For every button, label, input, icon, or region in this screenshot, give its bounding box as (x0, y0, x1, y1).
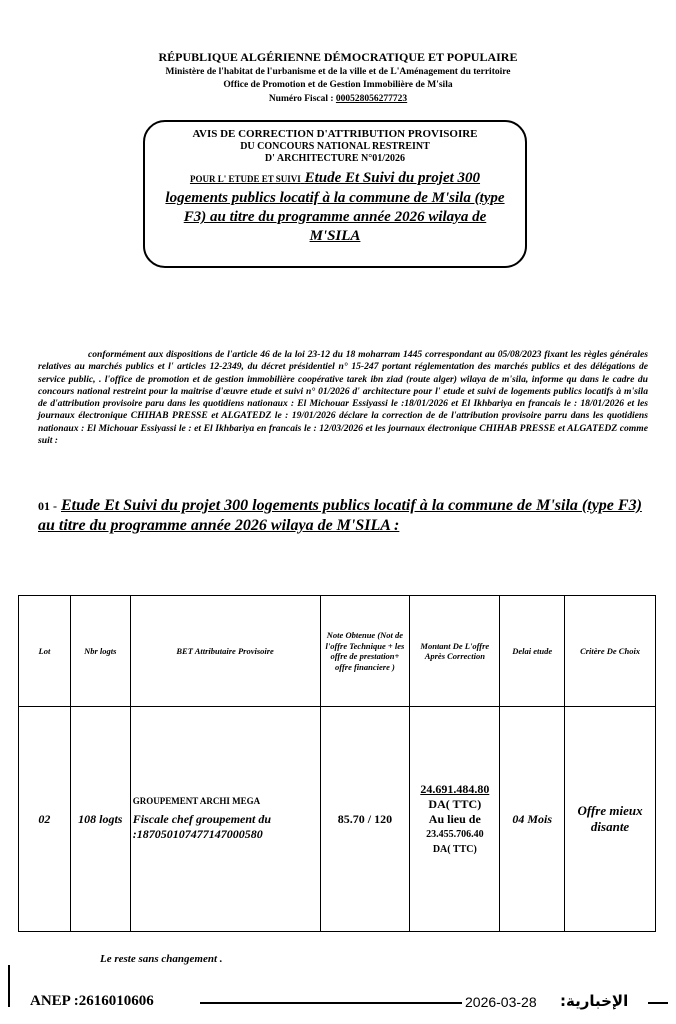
fiscal-number: 000528056277723 (335, 94, 408, 104)
project-text: Etude Et Suivi du projet 300 logements publics locatif à la commune de M'sila (type F3) au titre du programme année 2026 wilaya de M'SILA : (38, 497, 642, 534)
header-amount: Montant De L'offre Après Correction (410, 596, 500, 707)
notice-prefix: POUR L' ETUDE ET SUIVI (189, 174, 301, 184)
publication-date: 2026-03-28 (465, 994, 537, 1010)
amount-unit: DA( TTC) (428, 796, 482, 811)
fiscal-line (0, 94, 676, 104)
table-row (19, 707, 656, 932)
project-number: 01 - (38, 499, 57, 513)
amount-value: 24.691.484.80 (420, 781, 490, 796)
old-unit: DA( TTC) (432, 843, 477, 855)
notice-title: AVIS DE CORRECTION D'ATTRIBUTION PROVISOIRE (192, 128, 478, 140)
footer-rule (200, 1002, 462, 1004)
header-criteria: Critère De Choix (565, 596, 656, 707)
header-bet: BET Attributaire Provisoire (130, 596, 320, 707)
body-paragraph (38, 349, 648, 447)
newspaper-name: الإخبارية: (560, 992, 629, 1010)
header-note: Note Obtenue (Not de l'offre Technique + les offre de prestation+ offre financiere ) (320, 596, 410, 707)
header-nbr: Nbr logts (70, 596, 130, 707)
fiscal-label: Numéro Fiscal : (268, 94, 334, 104)
cell-note: 85.70 / 120 (320, 707, 410, 932)
footer-rule-right (648, 1002, 668, 1004)
anep-reference: ANEP :2616010606 (30, 993, 154, 1009)
header-lot: Lot (19, 596, 71, 707)
ministry-line: Ministère de l'habitat de l'urbanisme et de la ville et de L'Aménagement du territoire (165, 67, 511, 77)
cell-criteria: Offre mieux disante (565, 707, 656, 932)
notice-title-box (143, 120, 527, 268)
cell-lot: 02 (19, 707, 71, 932)
instead-label: Au lieu de (428, 811, 481, 826)
footer-left-rule (8, 965, 10, 1007)
project-line (38, 496, 648, 536)
notice-subtitle-1: DU CONCOURS NATIONAL RESTREINT (240, 141, 430, 152)
cell-nbr: 108 logts (70, 707, 130, 932)
table-header-row (19, 596, 656, 707)
republic-heading: RÉPUBLIQUE ALGÉRIENNE DÉMOCRATIQUE ET POPULAIRE (158, 50, 518, 64)
cell-bet (130, 707, 320, 932)
old-amount: 23.455.706.40 (426, 828, 484, 840)
attribution-table (18, 595, 656, 932)
office-line: Office de Promotion et de Gestion Immobilière de M'sila (223, 80, 453, 90)
notice-project (159, 169, 511, 246)
body-text: conformément aux dispositions de l'article 46 de la loi 23-12 du 18 moharram 1445 correspondant au 05/08/2023 fixant les règles générales relatives au marchés publics et l' articles 12-2349, du décret présidentiel n° 15-247 portant réglementation des marchés publics et des délégations de service public, . l'office de promotion et de gestion immobilière coopérative tarek ibn ziad (route alger) wilaya de m'sila, informe qu dans le cadre du concours national restreint pour la maitrise d'œuvre etude et suivi n° 01/2026 d' architecture pour l' etude et suivi de logements publics locatifs à m'sila de d'attribution provisoire paru dans les quotidiens nationaux : El Michouar Essiyassi le :18/01/2026 et El Ikhbariya en francais le : 18/01/2026 et les journaux électronique CHIHAB PRESSE et ALGATEDZ le : 19/01/2026 déclare la correction de de l'attribution provisoire parru dans les quotidiens nationaux : El Michouar Essiyassi le : et El Ikhbariya en francais le : 12/03/2026 et les journaux électronique CHIHAB PRESSE et ALGATEDZ comme suit : (38, 349, 648, 447)
notice-project-text: Etude Et Suivi du projet 300 logements publics locatif à la commune de M'sila (type F3) au titre du programme année 2026 wilaya de M'SILA (165, 170, 505, 244)
bet-fiscal: Fiscale chef groupement du :187050107477147000580 (132, 812, 272, 841)
rest-unchanged-note: Le reste sans changement . (100, 953, 223, 965)
cell-amount (410, 707, 500, 932)
header-delay: Delai etude (500, 596, 565, 707)
cell-delay: 04 Mois (500, 707, 565, 932)
notice-subtitle-2: D' ARCHITECTURE N°01/2026 (264, 153, 406, 164)
bet-name: GROUPEMENT ARCHI MEGA (132, 796, 261, 806)
